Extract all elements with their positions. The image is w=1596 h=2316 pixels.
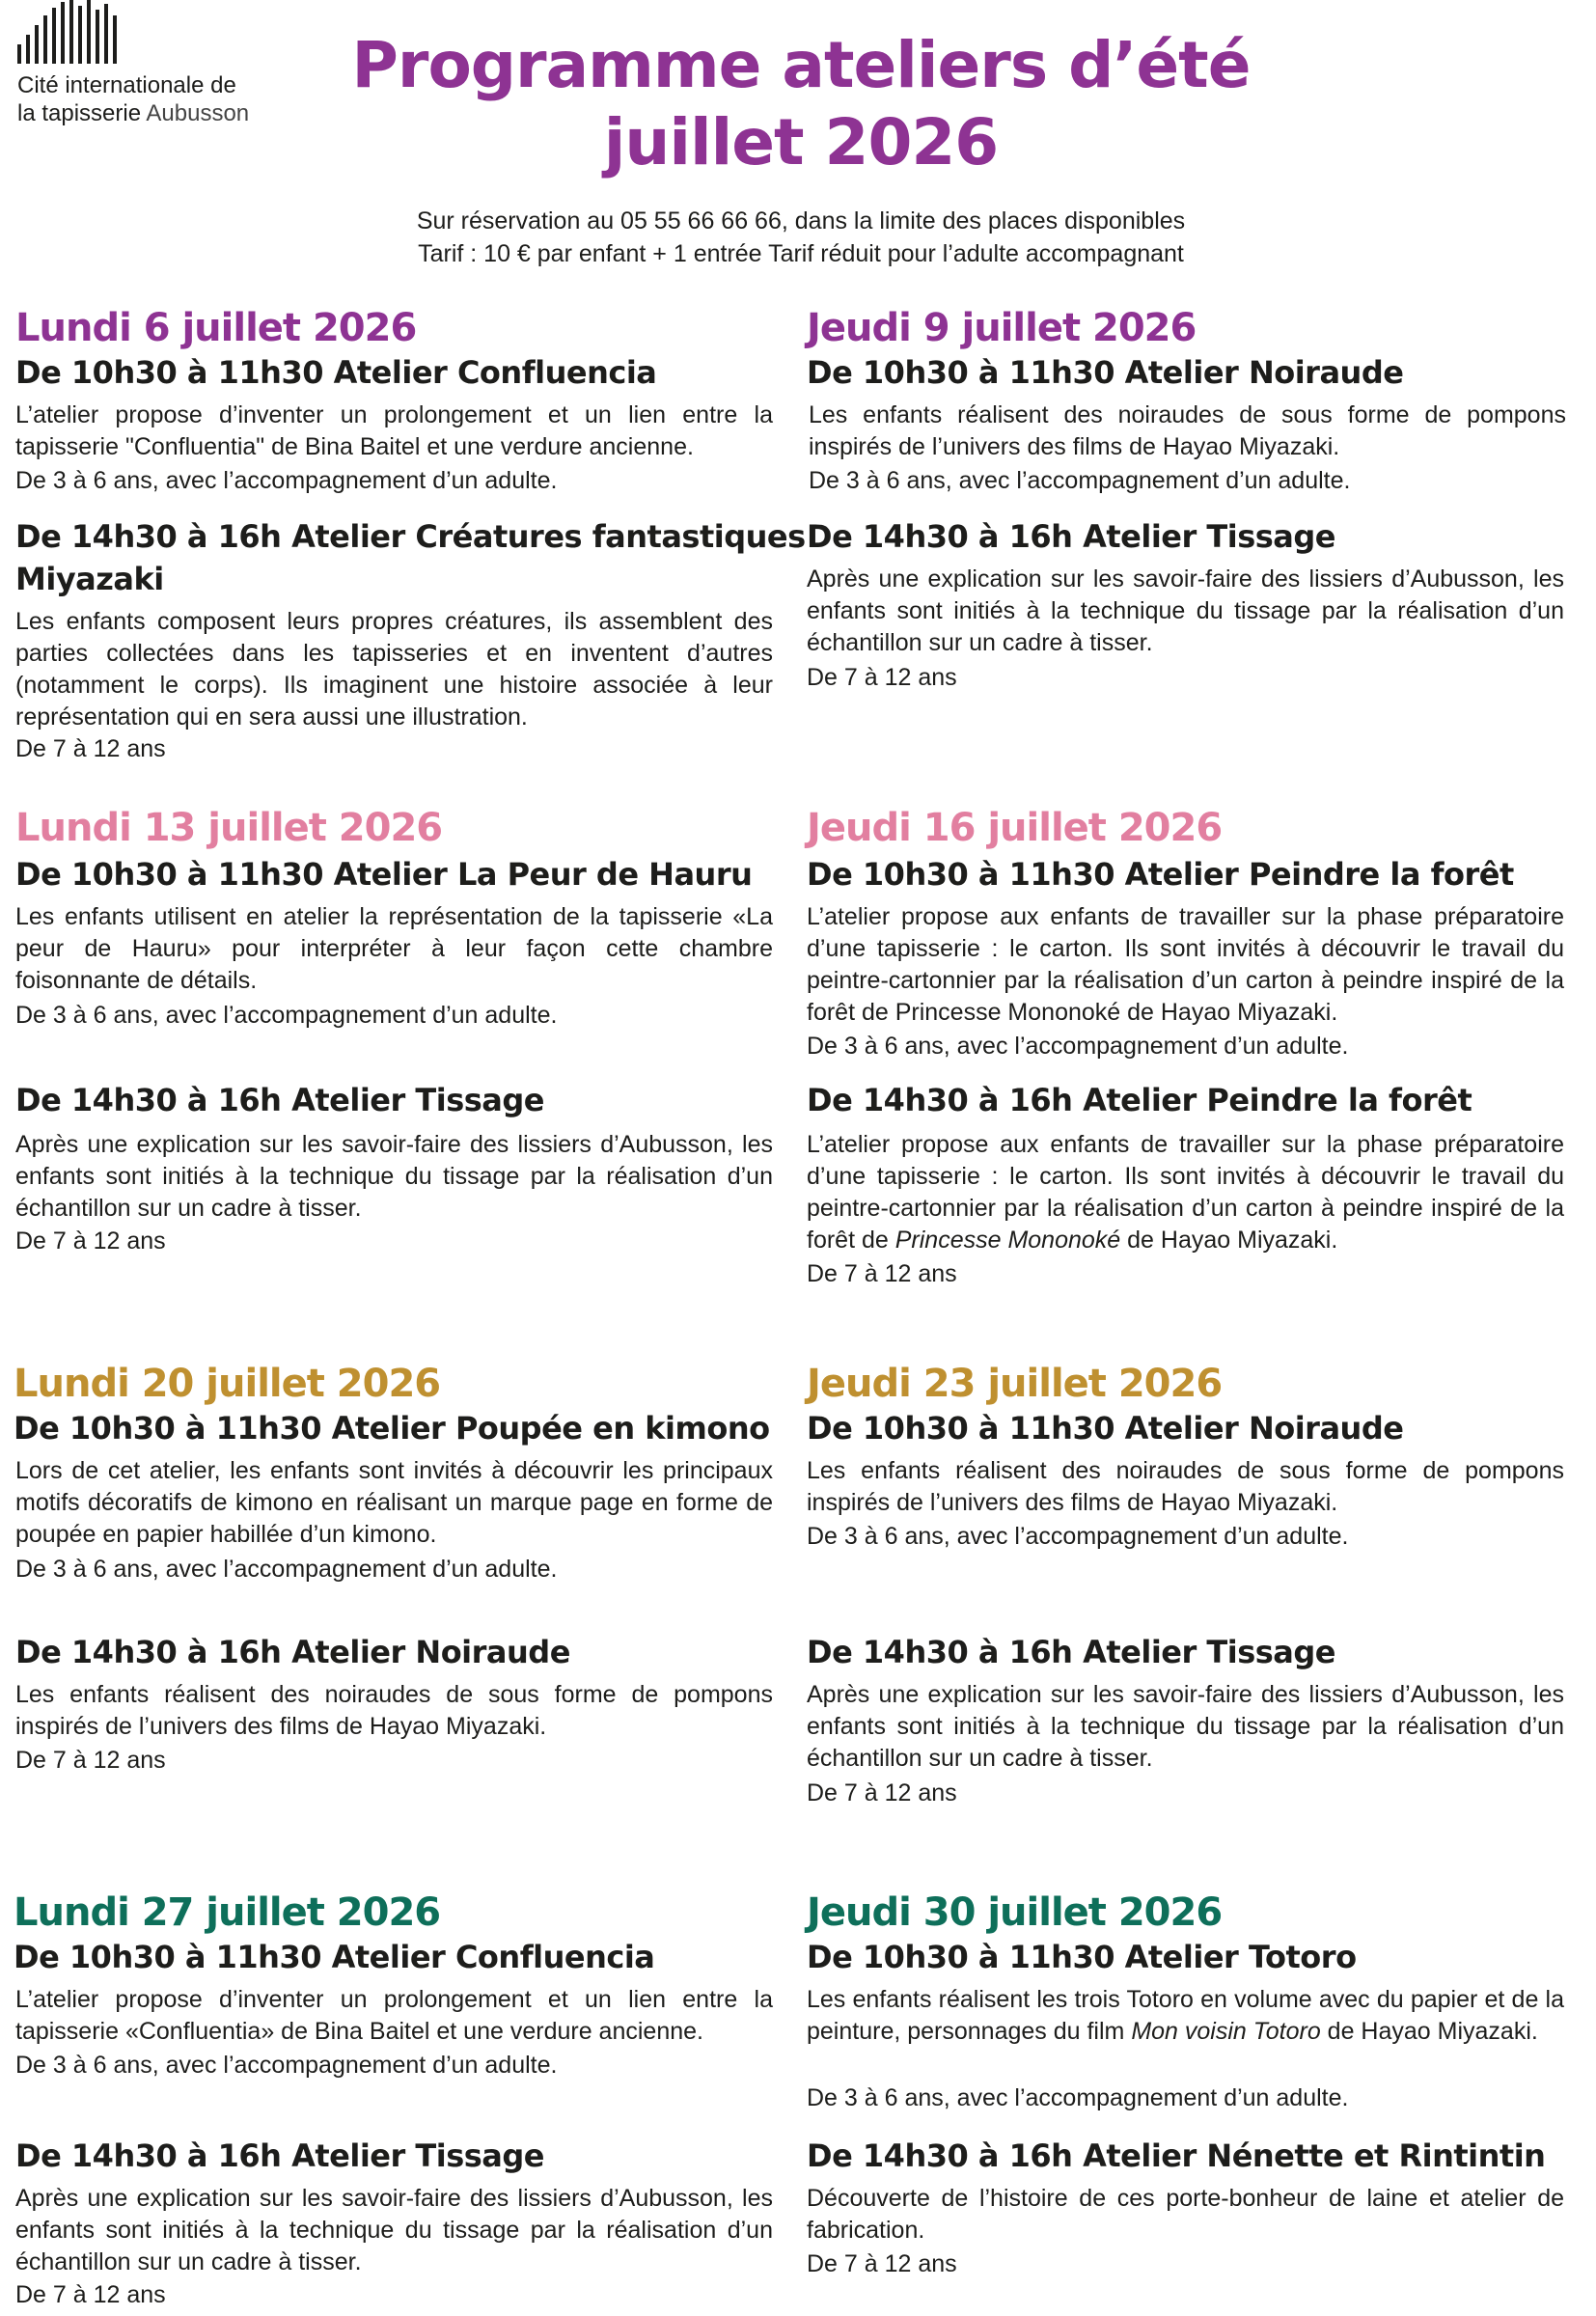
session-description: Après une explication sur les savoir-faire des lissiers d’Aubusson, les enfants sont initiés à la technique du tissage par la réalisation d’un échantillon sur un cadre à tisser. xyxy=(15,1131,773,1222)
logo-line-1: Cité internationale de xyxy=(17,72,236,98)
session-title: De 14h30 à 16h Atelier Tissage xyxy=(15,1082,544,1118)
session-age: De 7 à 12 ans xyxy=(807,1260,957,1287)
page-title xyxy=(318,27,1283,181)
session-title: De 10h30 à 11h30 Atelier Noiraude xyxy=(807,354,1404,391)
session-description: Les enfants réalisent des noiraudes de sous forme de pompons inspirés de l’univers des films de Hayao Miyazaki. xyxy=(809,401,1566,460)
session-age: De 3 à 6 ans, avec l’accompagnement d’un adulte. xyxy=(809,467,1351,494)
session-age: De 3 à 6 ans, avec l’accompagnement d’un adulte. xyxy=(807,1033,1349,1060)
session-description: L’atelier propose d’inventer un prolongement et un lien entre la tapisserie «Confluentia» de Bina Baitel et une verdure ancienne. xyxy=(15,1986,773,2045)
session-title: De 14h30 à 16h Atelier Tissage xyxy=(807,518,1335,555)
film-title: Mon voisin Totoro xyxy=(1131,2018,1321,2045)
day-heading-monday-20: Lundi 20 juillet 2026 xyxy=(14,1362,441,1406)
session-title: De 14h30 à 16h Atelier Tissage xyxy=(15,2137,544,2174)
session-title: De 14h30 à 16h Atelier Nénette et Rintintin xyxy=(807,2137,1546,2174)
day-heading-thursday-9: Jeudi 9 juillet 2026 xyxy=(807,306,1197,350)
film-title: Princesse Mononoké xyxy=(894,1227,1121,1254)
session-age: De 7 à 12 ans xyxy=(807,1779,957,1806)
day-heading-monday-27: Lundi 27 juillet 2026 xyxy=(14,1890,441,1935)
session-description: Les enfants utilisent en atelier la représentation de la tapisserie «La peur de Hauru» pour interpréter à leur façon cette chambre foisonnante de détails. xyxy=(15,903,773,994)
session-age: De 3 à 6 ans, avec l’accompagnement d’un adulte. xyxy=(807,2084,1349,2111)
subtitle xyxy=(222,205,1380,270)
logo xyxy=(17,0,307,127)
session-title: De 14h30 à 16h Atelier Noiraude xyxy=(15,1634,570,1670)
session-title: De 10h30 à 11h30 Atelier Confluencia xyxy=(14,1939,655,1975)
day-heading-monday-6: Lundi 6 juillet 2026 xyxy=(15,306,417,350)
reservation-info: Sur réservation au 05 55 66 66 66, dans la limite des places disponibles xyxy=(416,207,1186,234)
session-age: De 3 à 6 ans, avec l’accompagnement d’un adulte. xyxy=(15,2052,558,2079)
session-title: De 14h30 à 16h Atelier Tissage xyxy=(807,1634,1335,1670)
logo-text xyxy=(17,71,307,127)
day-heading-thursday-30: Jeudi 30 juillet 2026 xyxy=(807,1890,1223,1935)
session-title: De 14h30 à 16h Atelier Créatures fantastiques xyxy=(15,518,806,555)
session-age: De 7 à 12 ans xyxy=(15,2281,166,2308)
session-age: De 7 à 12 ans xyxy=(15,735,166,762)
session-description: Découverte de l’histoire de ces porte-bonheur de laine et atelier de fabrication. xyxy=(807,2185,1564,2244)
session-description: L’atelier propose d’inventer un prolongement et un lien entre la tapisserie "Confluentia" de Bina Baitel et une verdure ancienne. xyxy=(15,401,773,460)
session-description: Les enfants réalisent des noiraudes de sous forme de pompons inspirés de l’univers des films de Hayao Miyazaki. xyxy=(807,1457,1564,1516)
logo-line-2: la tapisserie Aubusson xyxy=(17,100,250,126)
session-age: De 3 à 6 ans, avec l’accompagnement d’un adulte. xyxy=(15,1002,558,1029)
session-age: De 3 à 6 ans, avec l’accompagnement d’un adulte. xyxy=(15,467,558,494)
session-age: De 7 à 12 ans xyxy=(15,1747,166,1774)
session-title: De 10h30 à 11h30 Atelier La Peur de Hauru xyxy=(15,856,753,893)
session-title: De 10h30 à 11h30 Atelier Poupée en kimono xyxy=(14,1410,770,1447)
session-description: Les enfants composent leurs propres créatures, ils assemblent des parties collectées dans les tapisseries et en inventent d’autres (notamment le corps). Ils imaginent une histoire associée à leur représentation qui en sera aussi une illustration. xyxy=(15,608,773,731)
session-description: Après une explication sur les savoir-faire des lissiers d’Aubusson, les enfants sont initiés à la technique du tissage par la réalisation d’un échantillon sur un cadre à tisser. xyxy=(15,2185,773,2275)
session-description: Lors de cet atelier, les enfants sont invités à découvrir les principaux motifs décoratifs de kimono en réalisant un marque page en forme de poupée en papier habillée d’un kimono. xyxy=(15,1457,773,1548)
session-age: De 7 à 12 ans xyxy=(15,1227,166,1254)
page-title-line-2: juillet 2026 xyxy=(603,105,999,179)
session-description: Les enfants réalisent les trois Totoro en volume avec du papier et de la peinture, personnages du film Mon voisin Totoro de Hayao Miyazaki. xyxy=(807,1986,1564,2045)
session-description: Les enfants réalisent des noiraudes de sous forme de pompons inspirés de l’univers des films de Hayao Miyazaki. xyxy=(15,1681,773,1740)
day-heading-monday-13: Lundi 13 juillet 2026 xyxy=(15,806,443,850)
session-title: De 10h30 à 11h30 Atelier Confluencia xyxy=(15,354,657,391)
logo-bars-icon xyxy=(17,0,133,64)
session-description: L’atelier propose aux enfants de travailler sur la phase préparatoire d’une tapisserie : le carton. Ils sont invités à découvrir le travail du peintre-cartonnier par la réalisation d’un carton à peindre inspiré de la forêt de Princesse Mononoké de Hayao Miyazaki. xyxy=(807,1131,1564,1254)
session-description: L’atelier propose aux enfants de travailler sur la phase préparatoire d’une tapisserie : le carton. Ils sont invités à découvrir le travail du peintre-cartonnier par la réalisation d’un carton à peindre inspiré de la forêt de Princesse Mononoké de Hayao Miyazaki. xyxy=(807,903,1564,1026)
page-title-line-1: Programme ateliers d’été xyxy=(351,28,1251,102)
session-title: De 14h30 à 16h Atelier Peindre la forêt xyxy=(807,1082,1472,1118)
pricing-info: Tarif : 10 € par enfant + 1 entrée Tarif réduit pour l’adulte accompagnant xyxy=(418,240,1184,267)
session-title: De 10h30 à 11h30 Atelier Totoro xyxy=(807,1939,1357,1975)
session-title: De 10h30 à 11h30 Atelier Peindre la forêt xyxy=(807,856,1514,893)
day-heading-thursday-16: Jeudi 16 juillet 2026 xyxy=(807,806,1223,850)
session-description: Après une explication sur les savoir-faire des lissiers d’Aubusson, les enfants sont initiés à la technique du tissage par la réalisation d’un échantillon sur un cadre à tisser. xyxy=(807,565,1564,656)
session-description: Après une explication sur les savoir-faire des lissiers d’Aubusson, les enfants sont initiés à la technique du tissage par la réalisation d’un échantillon sur un cadre à tisser. xyxy=(807,1681,1564,1772)
session-age: De 3 à 6 ans, avec l’accompagnement d’un adulte. xyxy=(807,1523,1349,1550)
session-age: De 7 à 12 ans xyxy=(807,2250,957,2277)
day-heading-thursday-23: Jeudi 23 juillet 2026 xyxy=(807,1362,1223,1406)
session-title-continued: Miyazaki xyxy=(15,561,164,597)
session-age: De 3 à 6 ans, avec l’accompagnement d’un adulte. xyxy=(15,1556,558,1583)
session-title: De 10h30 à 11h30 Atelier Noiraude xyxy=(807,1410,1404,1447)
session-age: De 7 à 12 ans xyxy=(807,664,957,691)
